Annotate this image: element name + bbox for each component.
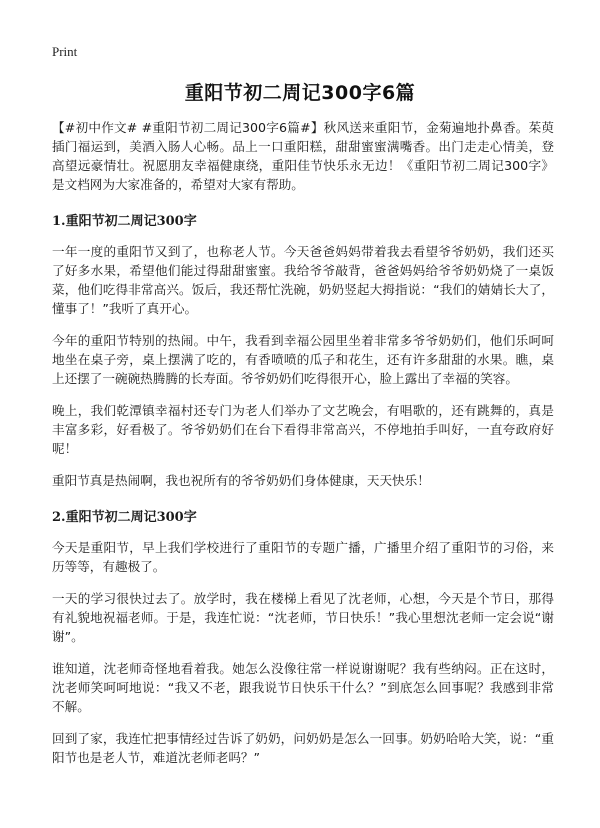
section-1-paragraph-4: 重阳节真是热闹啊，我也祝所有的爷爷奶奶们身体健康，天天快乐！ bbox=[52, 473, 430, 488]
section-heading-2: 2.重阳节初二周记300字 bbox=[52, 510, 197, 525]
section-heading-1: 1.重阳节初二周记300字 bbox=[52, 214, 197, 229]
section-2-paragraph-4: 回到了家，我连忙把事情经过告诉了奶奶，问奶奶是怎么一回事。奶奶哈哈大笑，说：“重阳节也是老人节，难道沈老师老吗？” bbox=[52, 731, 554, 765]
section-1-paragraph-1: 一年一度的重阳节又到了，也称老人节。今天爸爸妈妈带着我去看望爷爷奶奶，我们还买了好多水果，希望他们能过得甜甜蜜蜜。我给爷爷敲背，爸爸妈妈给爷爷奶奶烧了一桌饭菜，他们吃得非常高兴。饭后，我还帮忙洗碗，奶奶竖起大拇指说：“我们的婧婧长大了，懂事了！”我听了真开心。 bbox=[52, 244, 554, 316]
document-body bbox=[52, 118, 554, 780]
section-2-paragraph-3: 谁知道，沈老师奇怪地看着我。她怎么没像往常一样说谢谢呢？我有些纳闷。正在这时，沈老师笑呵呵地说：“我又不老，跟我说节日快乐干什么？”到底怎么回事呢？我感到非常不解。 bbox=[52, 661, 554, 714]
intro-paragraph: 【#初中作文# #重阳节初二周记300字6篇#】秋风送来重阳节，金菊遍地扑鼻香。茱萸插门福运到，美酒入肠人心畅。品上一口重阳糕，甜甜蜜蜜满嘴香。出门走走心情美，登高望远豪情壮。祝愿朋友幸福健康绕，重阳佳节快乐永无边！《重阳节初二周记300字》是文档网为大家准备的，希望对大家有帮助。 bbox=[52, 120, 554, 192]
section-1-paragraph-2: 今年的重阳节特别的热闹。中午，我看到幸福公园里坐着非常多爷爷奶奶们，他们乐呵呵地坐在桌子旁，桌上摆满了吃的，有香喷喷的瓜子和花生，还有许多甜甜的水果。瞧，桌上还摆了一碗碗热腾腾的长寿面。爷爷奶奶们吃得很开心，脸上露出了幸福的笑容。 bbox=[52, 333, 554, 386]
section-1-paragraph-3: 晚上，我们乾潭镇幸福村还专门为老人们举办了文艺晚会，有唱歌的，还有跳舞的，真是丰富多彩，好看极了。爷爷奶奶们在台下看得非常高兴，不停地拍手叫好，一直夸政府好呢！ bbox=[52, 403, 554, 456]
section-2-paragraph-2: 一天的学习很快过去了。放学时，我在楼梯上看见了沈老师，心想，今天是个节日，那得有礼貌地祝福老师。于是，我连忙说：“沈老师，节日快乐！”我心里想沈老师一定会说“谢谢”。 bbox=[52, 591, 554, 644]
print-label: Print bbox=[52, 44, 78, 59]
section-2-paragraph-1: 今天是重阳节，早上我们学校进行了重阳节的专题广播，广播里介绍了重阳节的习俗，来历等等，有趣极了。 bbox=[52, 540, 554, 574]
page-title: 重阳节初二周记300字6篇 bbox=[184, 82, 416, 104]
